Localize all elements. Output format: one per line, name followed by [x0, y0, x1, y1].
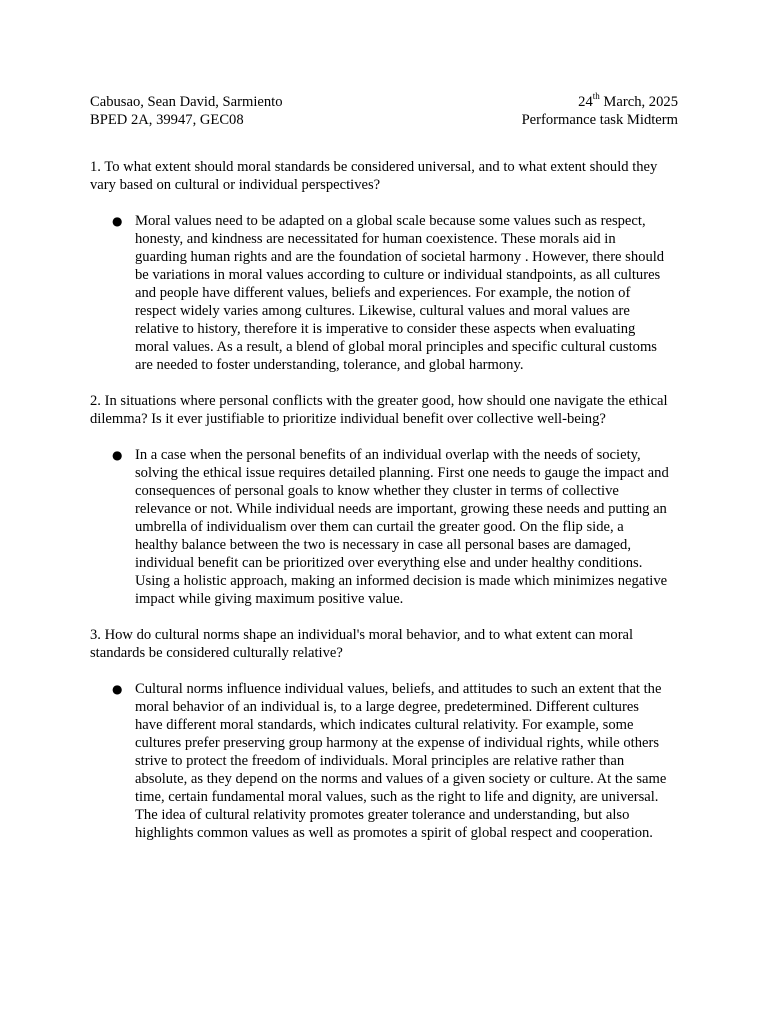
question-3: 3. How do cultural norms shape an individual's moral behavior, and to what extent can moral standards be considered culturally relative? — [90, 627, 634, 661]
answer-1-text: Moral values need to be adapted on a global scale because some values such as respect, honesty, and kindness are necessitated for human coexistence. These morals aid in guarding human rights and are the foundation of societal harmony . However, there should be variations in moral values according to culture or individual standpoints, as all cultures and people have different values, beliefs and experiences. For example, the notion of respect widely varies among cultures. Likewise, cultural values and moral values are relative to history, therefore it is imperative to consider these aspects when evaluating moral values. As a result, a blend of global moral principles and specific cultural customs are needed to foster understanding, tolerance, and global harmony. — [135, 213, 665, 373]
answer-3-text: Cultural norms influence individual values, beliefs, and attitudes to such an extent that the moral behavior of an individual is, to a large degree, predetermined. Different cultures have different moral standards, which indicates cultural relativity. For example, some cultures prefer preserving group harmony at the expense of individual rights, while others strive to protect the freedom of individuals. Moral principles are relative rather than absolute, as they depend on the norms and values of a given society or culture. At the same time, certain fundamental moral values, such as the right to life and dignity, are universal. The idea of cultural relativity promotes greater tolerance and understanding, but also highlights common values as well as promotes a spirit of global respect and cooperation. — [135, 681, 667, 841]
document-page — [90, 93, 678, 842]
student-name: Cabusao, Sean David, Sarmiento — [90, 94, 283, 110]
answer-list-1 — [90, 212, 678, 374]
question-1: 1. To what extent should moral standards be considered universal, and to what extent should they vary based on cultural or individual perspectives? — [90, 159, 658, 193]
answer-2-text: In a case when the personal benefits of an individual overlap with the needs of society, solving the ethical issue requires detailed planning. First one needs to gauge the impact and consequences of personal goals to know whether they cluster in terms of collective relevance or not. While individual needs are important, growing these needs and putting an umbrella of individualism over them can curtail the greater good. On the flip side, a healthy balance between the two is necessary in case all personal bases are damaged, individual benefit can be prioritized over everything else and under healthy conditions. Using a holistic approach, making an informed decision is made which minimizes negative impact while giving maximum positive value. — [135, 447, 669, 607]
header-row-1 — [90, 93, 678, 111]
header-row-2 — [90, 111, 678, 129]
date-month-year: March, 2025 — [599, 94, 678, 110]
course-info: BPED 2A, 39947, GEC08 — [90, 112, 244, 128]
answer-2 — [90, 446, 669, 608]
submission-date — [578, 93, 678, 111]
date-day: 24 — [578, 94, 593, 110]
date-ordinal-suffix: th — [592, 91, 600, 102]
bullet-icon: ● — [112, 448, 123, 462]
answer-list-3 — [90, 680, 678, 842]
answer-3 — [90, 680, 669, 842]
bullet-icon: ● — [112, 682, 123, 696]
answer-1 — [90, 212, 669, 374]
question-2: 2. In situations where personal conflicts with the greater good, how should one navigate the ethical dilemma? Is it ever justifiable to prioritize individual benefit over collective well-being? — [90, 393, 668, 427]
task-title: Performance task Midterm — [521, 112, 678, 128]
bullet-icon: ● — [112, 214, 123, 228]
answer-list-2 — [90, 446, 678, 608]
